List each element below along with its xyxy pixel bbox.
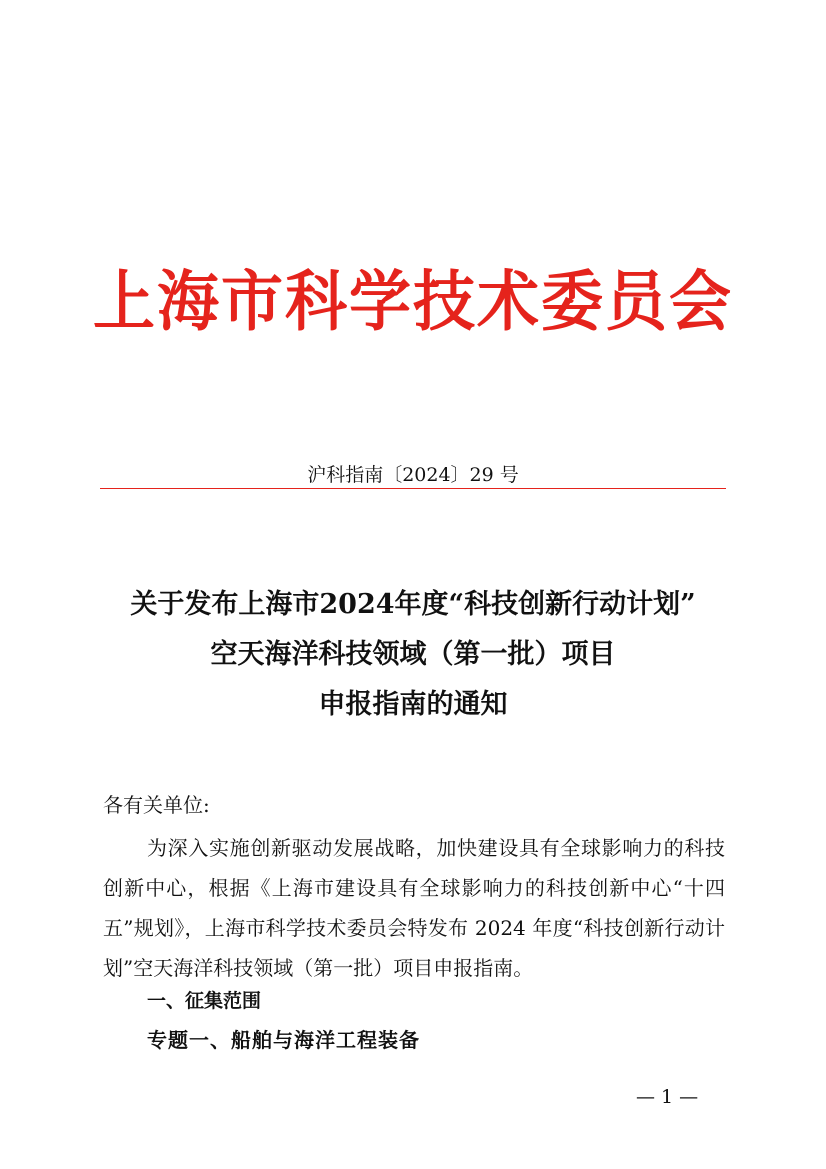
section-heading: 一、征集范围: [147, 990, 262, 1012]
salutation: 各有关单位:: [103, 793, 210, 817]
red-divider-line: [100, 488, 726, 489]
issuing-authority-masthead: 上海市科学技术委员会: [92, 263, 733, 340]
title-line-2: 空天海洋科技领域（第一批）项目: [210, 639, 616, 670]
topic-heading: 专题一、船舶与海洋工程装备: [147, 1028, 420, 1052]
document-number: 沪科指南〔2024〕29 号: [307, 464, 519, 486]
title-line-3: 申报指南的通知: [318, 689, 508, 720]
notice-title: [60, 580, 766, 730]
page-number: — 1 —: [636, 1086, 699, 1108]
body-paragraph: 为深入实施创新驱动发展战略，加快建设具有全球影响力的科技创新中心，根据《上海市建设具有全球影响力的科技创新中心“十四五”规划》，上海市科学技术委员会特发布 2024 年度“科技创新行动计划”空天海洋科技领域（第一批）项目申报指南。: [103, 836, 725, 980]
title-line-1: 关于发布上海市2024年度“科技创新行动计划”: [130, 589, 696, 620]
